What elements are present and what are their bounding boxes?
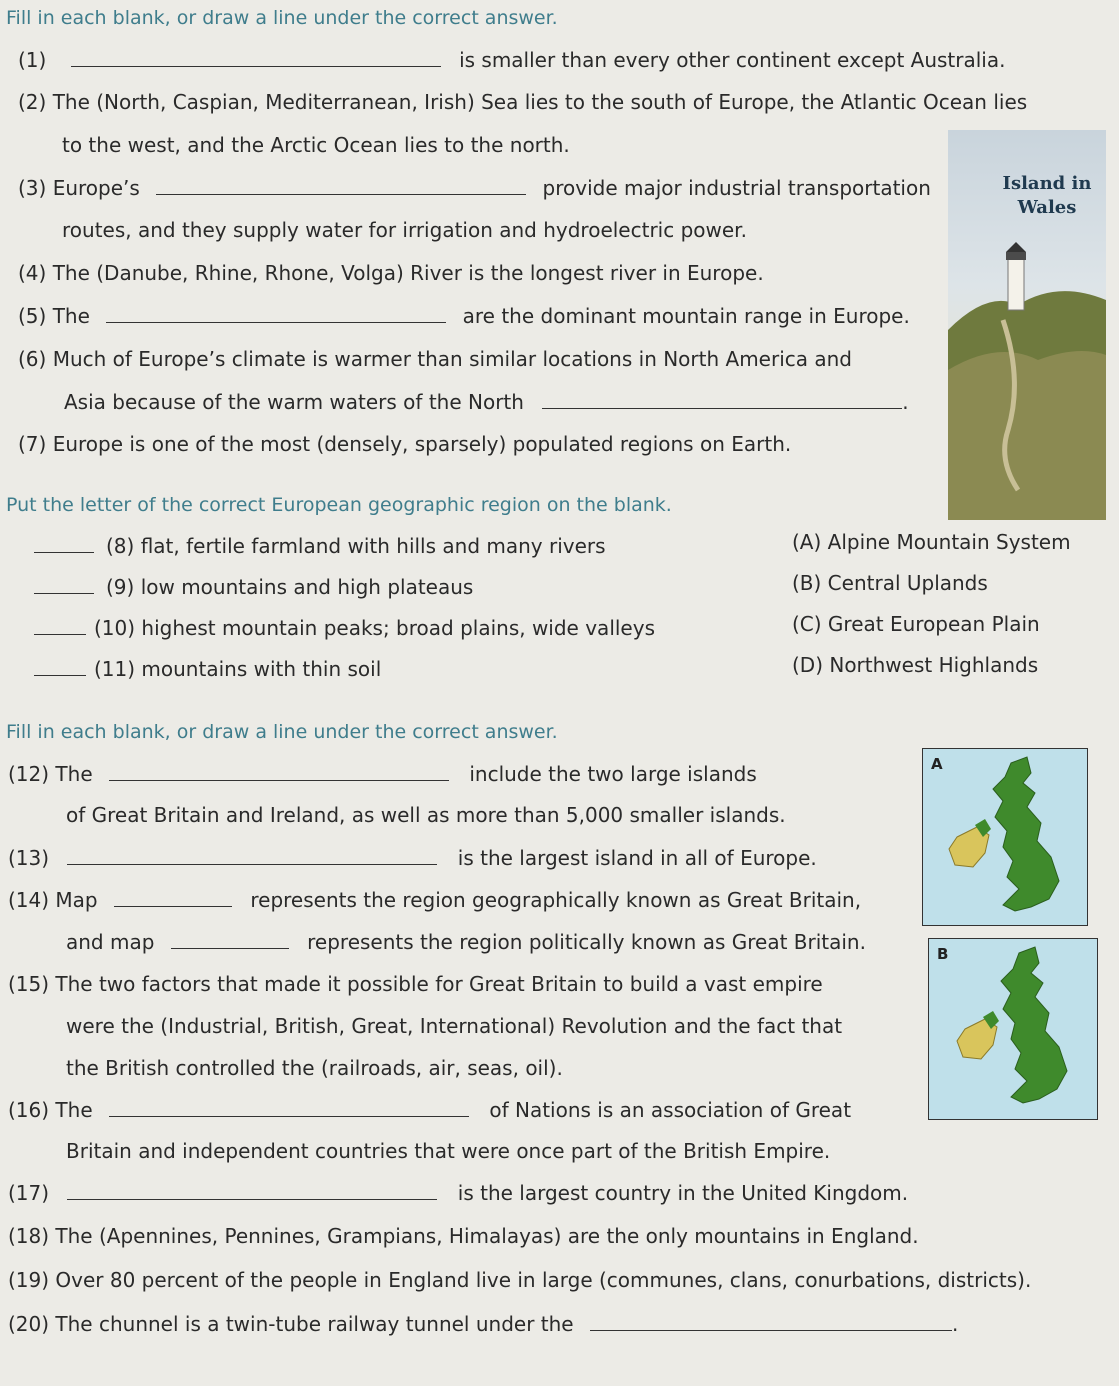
answer-blank-6[interactable] (542, 390, 902, 409)
match-item-11: (11) mountains with thin soil (34, 657, 381, 681)
question-14-line-2: and map represents the region politically known as Great Britain. (66, 930, 866, 954)
question-12-line-2: of Great Britain and Ireland, as well as more than 5,000 smaller islands. (66, 803, 786, 827)
instructions-1: Fill in each blank, or draw a line under the correct answer. (6, 7, 558, 29)
answer-blank-13[interactable] (67, 846, 437, 865)
answer-blank-16[interactable] (109, 1098, 469, 1117)
instructions-3: Fill in each blank, or draw a line under the correct answer. (6, 721, 558, 743)
answer-blank-17[interactable] (67, 1181, 437, 1200)
match-blank-8[interactable] (34, 534, 94, 553)
lighthouse-photo (948, 130, 1106, 520)
question-2-line-1: (2) The (North, Caspian, Mediterranean, Irish) Sea lies to the south of Europe, the Atlantic Ocean lies (18, 90, 1028, 114)
question-16-line-2: Britain and independent countries that were once part of the British Empire. (66, 1139, 831, 1163)
question-15-line-1: (15) The two factors that made it possible for Great Britain to build a vast empire (8, 972, 823, 996)
question-5: (5) The are the dominant mountain range in Europe. (18, 304, 910, 328)
map-b (928, 938, 1098, 1120)
question-6-line-1: (6) Much of Europe’s climate is warmer than similar locations in North America and (18, 347, 853, 371)
question-18: (18) The (Apennines, Pennines, Grampians, Himalayas) are the only mountains in England. (8, 1224, 919, 1248)
question-2-line-2: to the west, and the Arctic Ocean lies to the north. (62, 133, 570, 157)
match-blank-9[interactable] (34, 575, 94, 594)
question-14-line-1: (14) Map represents the region geographically known as Great Britain, (8, 888, 862, 912)
instructions-2: Put the letter of the correct European geographic region on the blank. (6, 494, 672, 516)
answer-blank-14a[interactable] (114, 888, 232, 907)
region-option-b: (B) Central Uplands (792, 571, 988, 595)
match-blank-10[interactable] (34, 616, 86, 635)
lighthouse-island-illustration (948, 130, 1106, 520)
question-6-line-2: Asia because of the warm waters of the North . (64, 390, 909, 414)
region-option-d: (D) Northwest Highlands (792, 653, 1039, 677)
map-b-label: B (937, 945, 949, 963)
answer-blank-3[interactable] (156, 176, 526, 195)
british-isles-map-a (923, 749, 1087, 925)
region-option-a: (A) Alpine Mountain System (792, 530, 1071, 554)
answer-blank-5[interactable] (106, 304, 446, 323)
match-item-8: (8) flat, fertile farmland with hills and many rivers (34, 534, 606, 558)
question-3: (3) Europe’s provide major industrial transportation (18, 176, 931, 200)
question-3-line-2: routes, and they supply water for irrigation and hydroelectric power. (62, 218, 747, 242)
question-17: (17) is the largest country in the United Kingdom. (8, 1181, 909, 1205)
question-20: (20) The chunnel is a twin-tube railway tunnel under the . (8, 1312, 959, 1336)
match-item-10: (10) highest mountain peaks; broad plains, wide valleys (34, 616, 655, 640)
map-a (922, 748, 1088, 926)
question-12: (12) The include the two large islands (8, 762, 757, 786)
match-blank-11[interactable] (34, 657, 86, 676)
answer-blank-20[interactable] (590, 1312, 952, 1331)
question-1: (1) is smaller than every other continent except Australia. (18, 48, 1006, 72)
answer-blank-12[interactable] (109, 762, 449, 781)
british-isles-map-b (929, 939, 1097, 1119)
question-15-line-3: the British controlled the (railroads, air, seas, oil). (66, 1056, 563, 1080)
question-19: (19) Over 80 percent of the people in England live in large (communes, clans, conurbations, districts). (8, 1268, 1032, 1292)
question-4: (4) The (Danube, Rhine, Rhone, Volga) River is the longest river in Europe. (18, 261, 764, 285)
answer-blank-14b[interactable] (171, 930, 289, 949)
map-a-label: A (931, 755, 943, 773)
answer-blank-1[interactable] (71, 48, 441, 67)
question-13: (13) is the largest island in all of Europe. (8, 846, 817, 870)
photo-caption: Island in Wales (1002, 173, 1092, 218)
question-15-line-2: were the (Industrial, British, Great, International) Revolution and the fact that (66, 1014, 843, 1038)
region-option-c: (C) Great European Plain (792, 612, 1040, 636)
match-item-9: (9) low mountains and high plateaus (34, 575, 473, 599)
question-7: (7) Europe is one of the most (densely, sparsely) populated regions on Earth. (18, 432, 792, 456)
question-16: (16) The of Nations is an association of Great (8, 1098, 852, 1122)
